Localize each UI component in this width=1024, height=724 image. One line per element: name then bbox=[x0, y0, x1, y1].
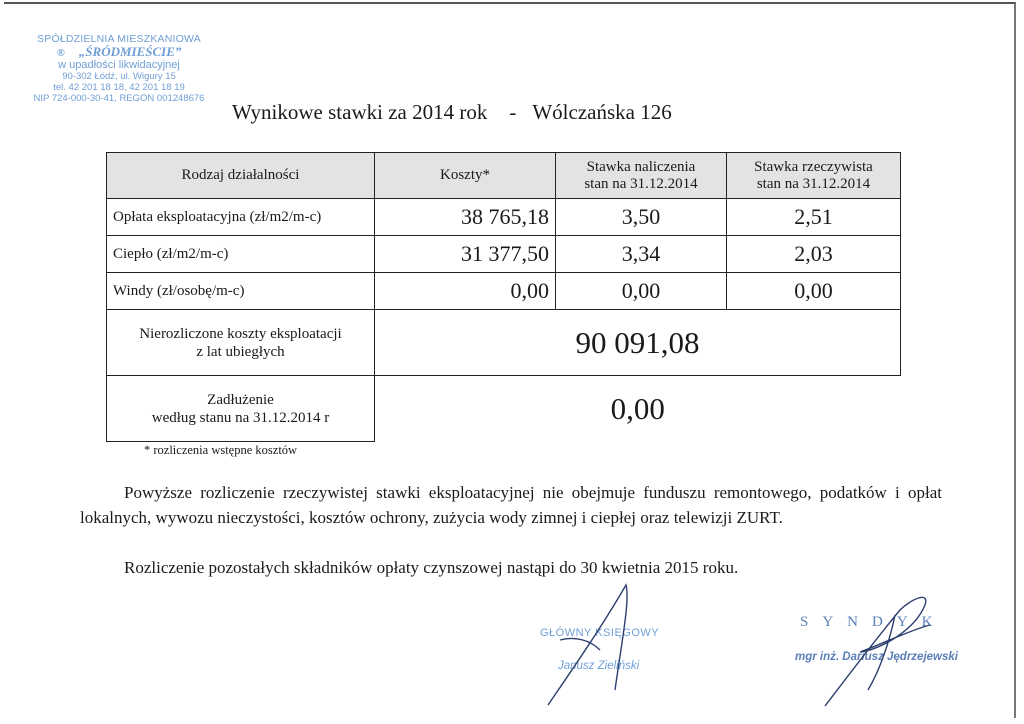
debt-label: Zadłużenie według stanu na 31.12.2014 r bbox=[107, 376, 375, 442]
stamp-line: w upadłości likwidacyjnej bbox=[58, 59, 180, 71]
header-costs: Koszty* bbox=[375, 153, 556, 199]
row-cost: 0,00 bbox=[375, 273, 556, 310]
row-label: Opłata eksploatacyjna (zł/m2/m-c) bbox=[107, 199, 375, 236]
header-rate-actual: Stawka rzeczywista stan na 31.12.2014 bbox=[727, 153, 901, 199]
title-address: Wólczańska 126 bbox=[532, 100, 672, 124]
unsettled-costs-value: 90 091,08 bbox=[375, 310, 901, 376]
unsettled-costs-label: Nierozliczone koszty eksploatacji z lat ubiegłych bbox=[107, 310, 375, 376]
header-rate-charged: Stawka naliczenia stan na 31.12.2014 bbox=[556, 153, 727, 199]
row-label: Windy (zł/osobę/m-c) bbox=[107, 273, 375, 310]
row-rate-actual: 2,51 bbox=[727, 199, 901, 236]
row-cost: 31 377,50 bbox=[375, 236, 556, 273]
accountant-name: Janusz Zieliński bbox=[558, 660, 640, 672]
debt-value: 0,00 bbox=[375, 376, 901, 442]
stamp-address: 90-302 Łódź, ul. Wigury 15 bbox=[62, 71, 176, 82]
row-rate-charged: 3,50 bbox=[556, 199, 727, 236]
row-label: Ciepło (zł/m2/m-c) bbox=[107, 236, 375, 273]
syndic-name: mgr inż. Dariusz Jędrzejewski bbox=[795, 651, 958, 663]
row-rate-actual: 2,03 bbox=[727, 236, 901, 273]
accountant-title: GŁÓWNY KSIĘGOWY bbox=[540, 627, 660, 639]
header-activity: Rodzaj działalności bbox=[107, 153, 375, 199]
registered-icon: ® bbox=[56, 47, 65, 59]
syndic-title: SYNDYK bbox=[800, 614, 947, 630]
settlement-paragraph: Rozliczenie pozostałych składników opłaty czynszowej nastąpi do 30 kwietnia 2015 roku. bbox=[124, 558, 739, 577]
row-rate-charged: 0,00 bbox=[556, 273, 727, 310]
stamp-line: SPÓŁDZIELNIA MIESZKANIOWA bbox=[37, 33, 201, 45]
stamp-name-text: „ŚRÓDMIEŚCIE” bbox=[78, 44, 182, 59]
title-text: Wynikowe stawki za 2014 rok bbox=[232, 100, 488, 124]
row-rate-charged: 3,34 bbox=[556, 236, 727, 273]
stamp-phone: tel. 42 201 18 18, 42 201 18 19 bbox=[53, 82, 185, 93]
table-footnote: * rozliczenia wstępne kosztów bbox=[144, 443, 298, 457]
title-separator: - bbox=[509, 100, 517, 124]
row-rate-actual: 0,00 bbox=[727, 273, 901, 310]
row-cost: 38 765,18 bbox=[375, 199, 556, 236]
stamp-tax-ids: NIP 724-000-30-41, REGON 001248676 bbox=[33, 93, 205, 104]
explanation-paragraph: Powyższe rozliczenie rzeczywistej stawki eksploatacyjnej nie obejmuje funduszu remontowego, podatków i opłat lokalnych, wywozu nieczystości, kosztów ochrony, zużycia wody zimnej i ciepłej oraz telewizji ZURT. bbox=[80, 483, 942, 527]
